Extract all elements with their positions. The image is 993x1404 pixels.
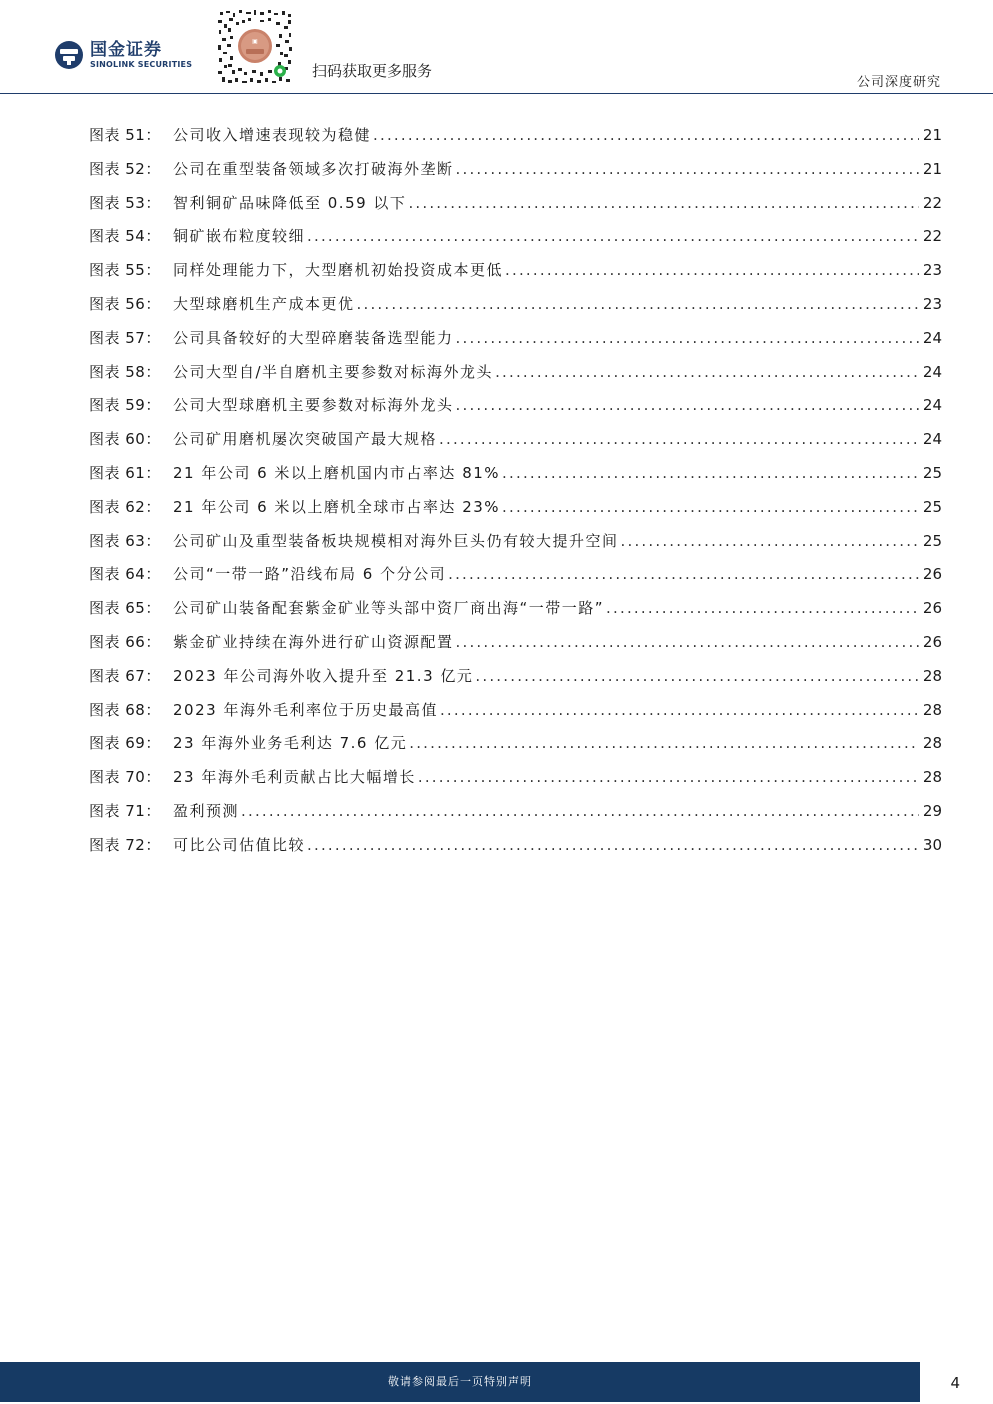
toc-entry-label: 图表 72：	[89, 835, 161, 854]
toc-entry-label: 图表 57：	[89, 328, 161, 347]
toc-dot-leader	[373, 126, 919, 144]
toc-entry-title: 可比公司估值比较	[173, 835, 306, 854]
toc-entry-label: 图表 62：	[89, 497, 161, 516]
toc-entry-page: 24	[922, 328, 942, 347]
toc-dot-leader	[456, 329, 919, 347]
toc-entry-title: 公司收入增速表现较为稳健	[173, 126, 372, 144]
toc-dot-leader	[448, 565, 919, 583]
toc-entry-title: 2023 年公司海外收入提升至 21.3 亿元	[173, 666, 474, 685]
toc-entry-title: 公司大型球磨机主要参数对标海外龙头	[173, 396, 454, 415]
toc-entry-page: 28	[922, 768, 942, 787]
brand-name-cn: 国金证券	[90, 40, 162, 60]
toc-entry[interactable]	[89, 124, 942, 158]
toc-entry-title: 盈利预测	[173, 801, 240, 820]
toc-entry-label: 图表 67：	[89, 666, 161, 685]
toc-entry-title: 23 年海外毛利贡献占比大幅增长	[173, 768, 416, 787]
toc-entry[interactable]	[89, 631, 942, 665]
toc-dot-leader	[418, 768, 919, 786]
toc-entry[interactable]	[89, 665, 942, 699]
toc-entry-page: 25	[922, 531, 942, 550]
toc-entry[interactable]	[89, 800, 942, 834]
toc-entry-page: 26	[922, 599, 942, 618]
toc-dot-leader	[505, 261, 919, 279]
svg-text:▣: ▣	[252, 38, 258, 45]
toc-entry-page: 22	[922, 227, 942, 246]
toc-dot-leader	[456, 160, 919, 178]
page-header	[0, 0, 993, 96]
toc-entry-title: 公司具备较好的大型碎磨装备选型能力	[173, 328, 454, 347]
toc-entry[interactable]	[89, 732, 942, 766]
toc-entry-title: 公司大型自/半自磨机主要参数对标海外龙头	[173, 362, 494, 381]
toc-entry-title: 大型球磨机生产成本更优	[173, 294, 355, 313]
toc-dot-leader	[241, 802, 919, 820]
toc-entry-page: 23	[922, 261, 942, 280]
toc-entry-title: 2023 年海外毛利率位于历史最高值	[173, 700, 438, 719]
toc-dot-leader	[357, 295, 919, 313]
footer-disclaimer: 敬请参阅最后一页特别声明	[388, 1375, 532, 1388]
toc-entry[interactable]	[89, 530, 942, 564]
toc-entry-label: 图表 68：	[89, 700, 161, 719]
toc-dot-leader	[409, 734, 919, 752]
toc-entry[interactable]	[89, 563, 942, 597]
toc-entry-title: 公司矿用磨机屡次突破国产最大规格	[173, 430, 438, 449]
brand-logo	[54, 40, 192, 70]
toc-entry-page: 25	[922, 497, 942, 516]
document-type: 公司深度研究	[856, 75, 941, 90]
toc-entry-title: 公司在重型装备领域多次打破海外垄断	[173, 159, 454, 178]
toc-entry-page: 26	[922, 632, 942, 651]
brand-name-en: SINOLINK SECURITIES	[90, 60, 193, 69]
toc-dot-leader	[408, 194, 918, 212]
toc-entry[interactable]	[89, 496, 942, 530]
toc-entry[interactable]	[89, 462, 942, 496]
toc-entry-title: 23 年海外业务毛利达 7.6 亿元	[173, 734, 408, 753]
qr-caption: 扫码获取更多服务	[312, 62, 433, 80]
toc-entry-title: 公司矿山装备配套紫金矿业等头部中资厂商出海“一带一路”	[173, 599, 605, 618]
toc-dot-leader	[307, 227, 919, 245]
toc-dot-leader	[439, 430, 919, 448]
toc-entry-title: 同样处理能力下，大型磨机初始投资成本更低	[173, 261, 504, 280]
toc-entry-page: 25	[922, 463, 942, 482]
toc-entry-label: 图表 63：	[89, 531, 161, 550]
toc-entry-label: 图表 69：	[89, 734, 161, 753]
toc-entry-title: 铜矿嵌布粒度较细	[173, 227, 306, 246]
toc-entry-label: 图表 60：	[89, 430, 161, 449]
toc-entry-label: 图表 58：	[89, 362, 161, 381]
sinolink-logo-icon	[54, 40, 84, 70]
toc-entry[interactable]	[89, 834, 942, 868]
toc-entry-label: 图表 55：	[89, 261, 161, 280]
toc-entry-label: 图表 52：	[89, 159, 161, 178]
toc-entry-label: 图表 66：	[89, 632, 161, 651]
toc-entry-page: 22	[922, 193, 942, 212]
toc-entry-page: 24	[922, 430, 942, 449]
toc-dot-leader	[502, 498, 919, 516]
qr-code-icon[interactable]	[216, 8, 294, 86]
toc-dot-leader	[440, 701, 919, 719]
toc-entry[interactable]	[89, 327, 942, 361]
toc-entry-page: 30	[922, 835, 942, 854]
toc-entry-label: 图表 51：	[89, 126, 161, 144]
toc-entry[interactable]	[89, 699, 942, 733]
toc-entry-page: 28	[922, 734, 942, 753]
toc-entry[interactable]	[89, 394, 942, 428]
toc-entry-label: 图表 70：	[89, 768, 161, 787]
page-number: 4	[950, 1374, 960, 1392]
toc-entry[interactable]	[89, 597, 942, 631]
toc-entry-label: 图表 56：	[89, 294, 161, 313]
table-of-figures	[89, 124, 942, 868]
toc-dot-leader	[495, 363, 919, 381]
toc-entry[interactable]	[89, 361, 942, 395]
toc-entry-label: 图表 59：	[89, 396, 161, 415]
toc-entry-title: 公司“一带一路”沿线布局 6 个分公司	[173, 565, 447, 584]
toc-entry-page: 21	[922, 159, 942, 178]
toc-entry[interactable]	[89, 766, 942, 800]
toc-entry-title: 21 年公司 6 米以上磨机全球市占率达 23%	[173, 497, 501, 516]
toc-entry-label: 图表 71：	[89, 801, 161, 820]
toc-entry[interactable]	[89, 259, 942, 293]
toc-entry[interactable]	[89, 293, 942, 327]
toc-entry-page: 29	[922, 801, 942, 820]
toc-entry-page: 23	[922, 294, 942, 313]
toc-entry-page: 24	[922, 362, 942, 381]
toc-dot-leader	[456, 633, 919, 651]
toc-entry[interactable]	[89, 225, 942, 259]
toc-entry-page: 28	[922, 666, 942, 685]
toc-dot-leader	[502, 464, 919, 482]
toc-dot-leader	[456, 396, 919, 414]
toc-entry-title: 紫金矿业持续在海外进行矿山资源配置	[173, 632, 454, 651]
toc-dot-leader	[307, 836, 919, 854]
toc-entry[interactable]	[89, 158, 942, 192]
toc-entry-label: 图表 65：	[89, 599, 161, 618]
toc-entry-page: 21	[922, 126, 942, 144]
toc-dot-leader	[621, 532, 919, 550]
toc-entry-page: 26	[922, 565, 942, 584]
toc-dot-leader	[606, 599, 919, 617]
toc-entry-title: 公司矿山及重型装备板块规模相对海外巨头仍有较大提升空间	[173, 531, 619, 550]
toc-entry-label: 图表 61：	[89, 463, 161, 482]
header-divider	[0, 93, 993, 94]
toc-entry-label: 图表 64：	[89, 565, 161, 584]
toc-entry-page: 24	[922, 396, 942, 415]
toc-entry-title: 21 年公司 6 米以上磨机国内市占率达 81%	[173, 463, 501, 482]
toc-entry[interactable]	[89, 428, 942, 462]
toc-dot-leader	[475, 667, 919, 685]
toc-entry-title: 智利铜矿品味降低至 0.59 以下	[173, 193, 407, 212]
toc-entry-label: 图表 54：	[89, 227, 161, 246]
toc-entry[interactable]	[89, 192, 942, 226]
toc-entry-page: 28	[922, 700, 942, 719]
toc-entry-label: 图表 53：	[89, 193, 161, 212]
